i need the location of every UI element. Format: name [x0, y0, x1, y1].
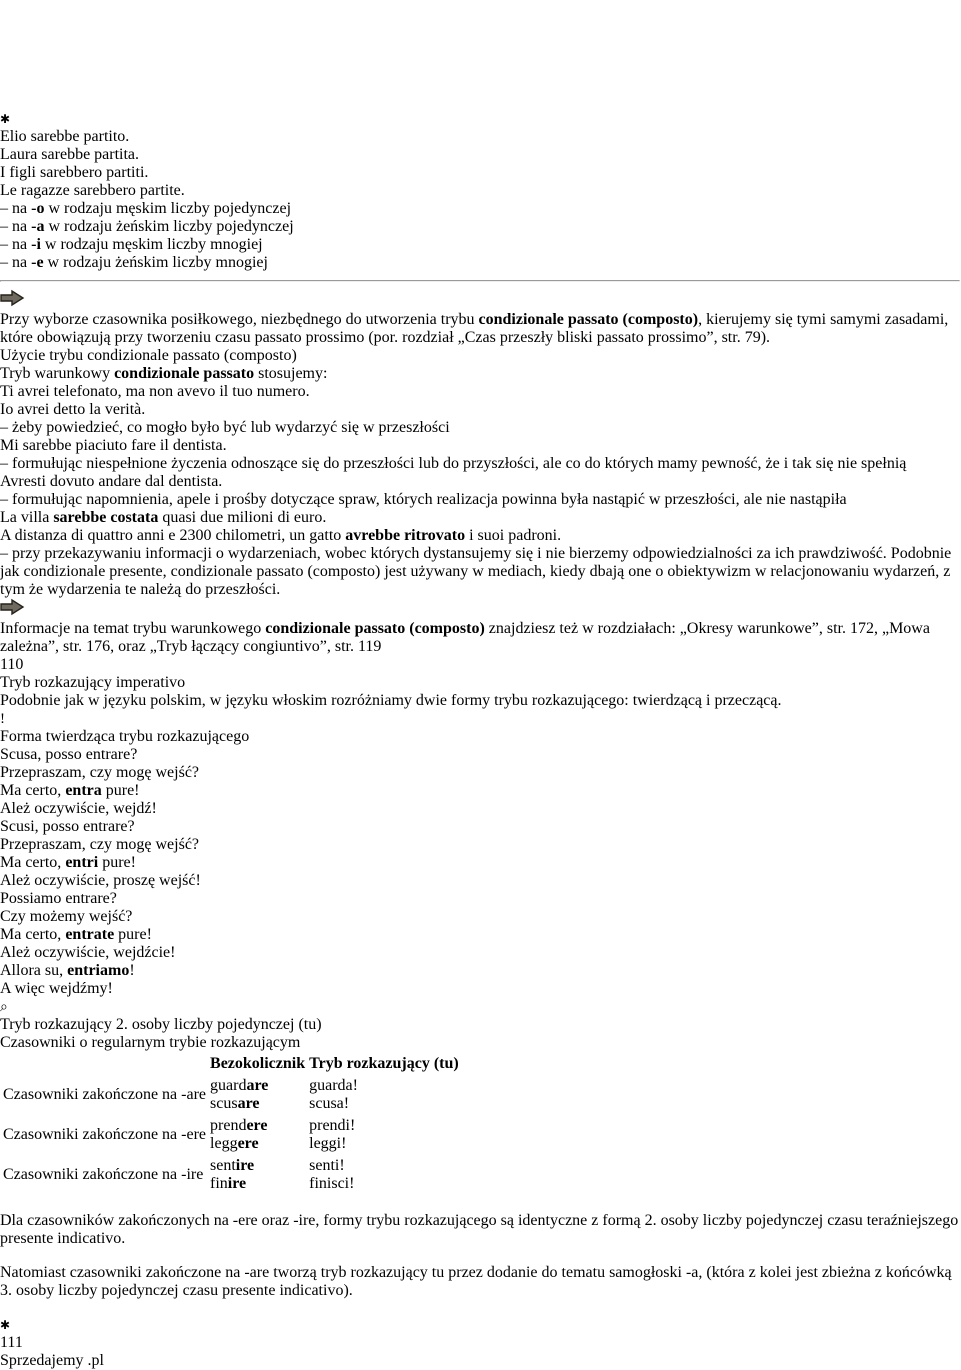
dialog-row [0, 746, 960, 782]
table-header: Tryb rozkazujący (tu) [309, 1055, 459, 1072]
italian-sentence: A distanza di quattro anni e 2300 chilometri, un gatto avrebbe ritrovato i suoi padroni. [0, 527, 562, 544]
polish-translation: Ależ oczywiście, wejdź! [0, 800, 157, 817]
reference-note-text: Informacje na temat trybu warunkowego condizionale passato (composto) znajdziesz też w rozdziałach: „Okresy warunkowe”, str. 172, „Mowa zależna”, str. 176, oraz „Tryb łączący congiuntivo”, str. 119 [0, 620, 930, 655]
section-banner: Forma twierdząca trybu rozkazującego [0, 728, 250, 745]
polish-translation: Czy możemy wejść? [0, 908, 133, 925]
italian-sentence: La villa sarebbe costata quasi due milioni di euro. [0, 509, 327, 526]
dialog-row [0, 854, 960, 890]
arrow-icon [0, 599, 24, 615]
dialog-row [0, 926, 960, 962]
imperative: senti! [309, 1157, 345, 1174]
infinitive: finire [210, 1175, 247, 1192]
page-number: 111 [0, 1334, 23, 1351]
polish-line: – na -e w rodzaju żeńskim liczby mnogiej [0, 254, 268, 271]
italian-sentence: Ti avrei telefonato, ma non avevo il tuo numero. [0, 383, 310, 400]
italian-sentence: I figli sarebbero partiti. [0, 164, 149, 181]
usage-intro: Tryb warunkowy condizionale passato stosujemy: [0, 365, 328, 382]
page-stack-left [0, 0, 960, 110]
page-number: 110 [0, 656, 24, 673]
imperative: guarda! [309, 1077, 358, 1094]
puzzle-icon: ✱ [0, 1318, 11, 1332]
polish-line: – na -o w rodzaju męskim liczby pojedynczej [0, 200, 292, 217]
polish-usage: – przy przekazywaniu informacji o wydarzeniach, wobec których dystansujemy się i nie bierzemy odpowiedzialności za ich prawdziwość. Podobnie jak condizionale presente, condizionale passato (composto) jest używany w mediach, kiedy dbają one o obiektywizm w relacjonowaniu wydarzeń, z tym że wydarzenia te należą do przeszłości. [0, 545, 952, 598]
divider [0, 280, 960, 282]
margin-note-paragraph: Natomiast czasowniki zakończone na -are tworzą tryb rozkazujący tu przez dodanie do tematu samogłoski -a, (która z kolei jest zbieżna z końcówką 3. osoby liczby pojedynczej czasu presente indicativo). [0, 1264, 952, 1299]
italian-sentence: Avresti dovuto andare dal dentista. [0, 473, 223, 490]
infinitive-cell [209, 1076, 306, 1114]
polish-translation: A więc wejdźmy! [0, 980, 113, 997]
polish-usage: – żeby powiedzieć, co mogło było być lub wydarzyć się w przeszłości [0, 419, 450, 436]
infinitive: sentire [210, 1157, 255, 1174]
imperative-cell [308, 1156, 460, 1194]
usage-row [0, 473, 960, 509]
polish-line: – na -a w rodzaju żeńskim liczby pojedynczej [0, 218, 294, 235]
table-row [2, 1076, 460, 1114]
chapter-intro: Podobnie jak w języku polskim, w języku włoskim rozróżniamy dwie formy trybu rozkazującego: twierdzącą i przeczącą. [0, 692, 782, 709]
exclamation-icon: ! [0, 711, 5, 727]
infinitive: leggere [210, 1135, 259, 1152]
chapter-banner: Tryb rozkazujący imperativo [0, 674, 186, 691]
italian-sentence: Le ragazze sarebbero partite. [0, 182, 185, 199]
polish-usage: – formułując niespełnione życzenia odnoszące się do przeszłości lub do przyszłości, ale co do których mamy pewność, że i tak się nie spełnią [0, 455, 907, 472]
imperative-cell [308, 1076, 460, 1114]
italian-sentence: Elio sarebbe partito. [0, 128, 130, 145]
usage-row [0, 509, 960, 599]
infinitive: guardare [210, 1077, 269, 1094]
italian-examples [0, 509, 960, 545]
italian-examples [0, 437, 960, 455]
polish-explanations [0, 200, 960, 272]
infinitive-cell [209, 1156, 306, 1194]
italian-sentence: Possiamo entrare? [0, 890, 117, 907]
table-header-blank [2, 1054, 207, 1074]
dialog-row [0, 962, 960, 998]
italian-sentence: Io avrei detto la verità. [0, 401, 146, 418]
usage-row [0, 437, 960, 473]
polish-line: – na -i w rodzaju męskim liczby mnogiej [0, 236, 263, 253]
margin-note [0, 1212, 960, 1300]
italian-sentence: Scusa, posso entrare? [0, 746, 138, 763]
italian-sentence: Scusi, posso entrare? [0, 818, 135, 835]
dialog-row [0, 818, 960, 854]
polish-translation: Przepraszam, czy mogę wejść? [0, 764, 200, 781]
italian-sentence: Mi sarebbe piaciuto fare il dentista. [0, 437, 227, 454]
watermark [0, 1352, 960, 1370]
imperative: leggi! [309, 1135, 347, 1152]
puzzle-icon: ✱ [0, 112, 11, 126]
imperative: scusa! [309, 1095, 350, 1112]
tip-note-text: Przy wyborze czasownika posiłkowego, niezbędnego do utworzenia trybu condizionale passato (composto), kierujemy się tymi samymi zasadami, które obowiązują przy tworzeniu czasu passato prossimo (por. rozdział „Czas przeszły bliski passato prossimo”, str. 79). [0, 311, 949, 346]
left-page [0, 110, 960, 674]
table-row [2, 1156, 460, 1194]
tip-note [0, 290, 960, 347]
subheading-person: Tryb rozkazujący 2. osoby liczby pojedynczej (tu) [0, 1016, 322, 1033]
infinitive: scusare [210, 1095, 260, 1112]
italian-examples [0, 383, 960, 419]
infinitive: prendere [210, 1117, 268, 1134]
polish-translation: Przepraszam, czy mogę wejść? [0, 836, 200, 853]
watermark-brand: Sprzedajemy [0, 1352, 84, 1369]
italian-sentence: Allora su, entriamo! [0, 962, 135, 979]
margin-note-paragraph: Dla czasowników zakończonych na -ere oraz -ire, formy trybu rozkazującego są identyczne z formą 2. osoby liczby pojedynczej czasu teraźniejszego presente indicativo. [0, 1212, 959, 1247]
verb-category: Czasowniki zakończone na -are [3, 1086, 207, 1103]
magnifier-icon: ⌕ [0, 1000, 8, 1015]
dialog-row [0, 890, 960, 926]
arrow-icon [0, 290, 24, 306]
italian-sentence: Ma certo, entrate pure! [0, 926, 152, 943]
reference-note [0, 599, 960, 656]
table-row [2, 1116, 460, 1154]
dialog-row [0, 782, 960, 818]
subheading-regular: Czasowniki o regularnym trybie rozkazującym [0, 1034, 301, 1051]
imperative-cell [308, 1116, 460, 1154]
polish-usage: – formułując napomnienia, apele i prośby dotyczące spraw, których realizacja powinna była nastąpić w przeszłości, ale nie nastąpiła [0, 491, 847, 508]
section-banner: Użycie trybu condizionale passato (composto) [0, 347, 297, 364]
polish-translation: Ależ oczywiście, wejdźcie! [0, 944, 176, 961]
infinitive-cell [209, 1116, 306, 1154]
italian-sentence: Ma certo, entra pure! [0, 782, 140, 799]
italian-sentence: Laura sarebbe partita. [0, 146, 140, 163]
dialog-examples [0, 746, 960, 998]
right-page [0, 674, 960, 1352]
usage-row [0, 383, 960, 437]
italian-sentence: Ma certo, entri pure! [0, 854, 136, 871]
verb-category: Czasowniki zakończone na -ire [3, 1166, 204, 1183]
polish-translation: Ależ oczywiście, proszę wejść! [0, 872, 201, 889]
italian-examples [0, 473, 960, 491]
table-header: Bezokolicznik [210, 1055, 306, 1072]
verb-category: Czasowniki zakończone na -ere [3, 1126, 207, 1143]
grammar-table [0, 1052, 462, 1196]
left-page-content [0, 128, 960, 674]
imperative: prendi! [309, 1117, 356, 1134]
table-header-row [2, 1054, 460, 1074]
imperative: finisci! [309, 1175, 355, 1192]
watermark-badge: .pl [87, 1352, 104, 1369]
